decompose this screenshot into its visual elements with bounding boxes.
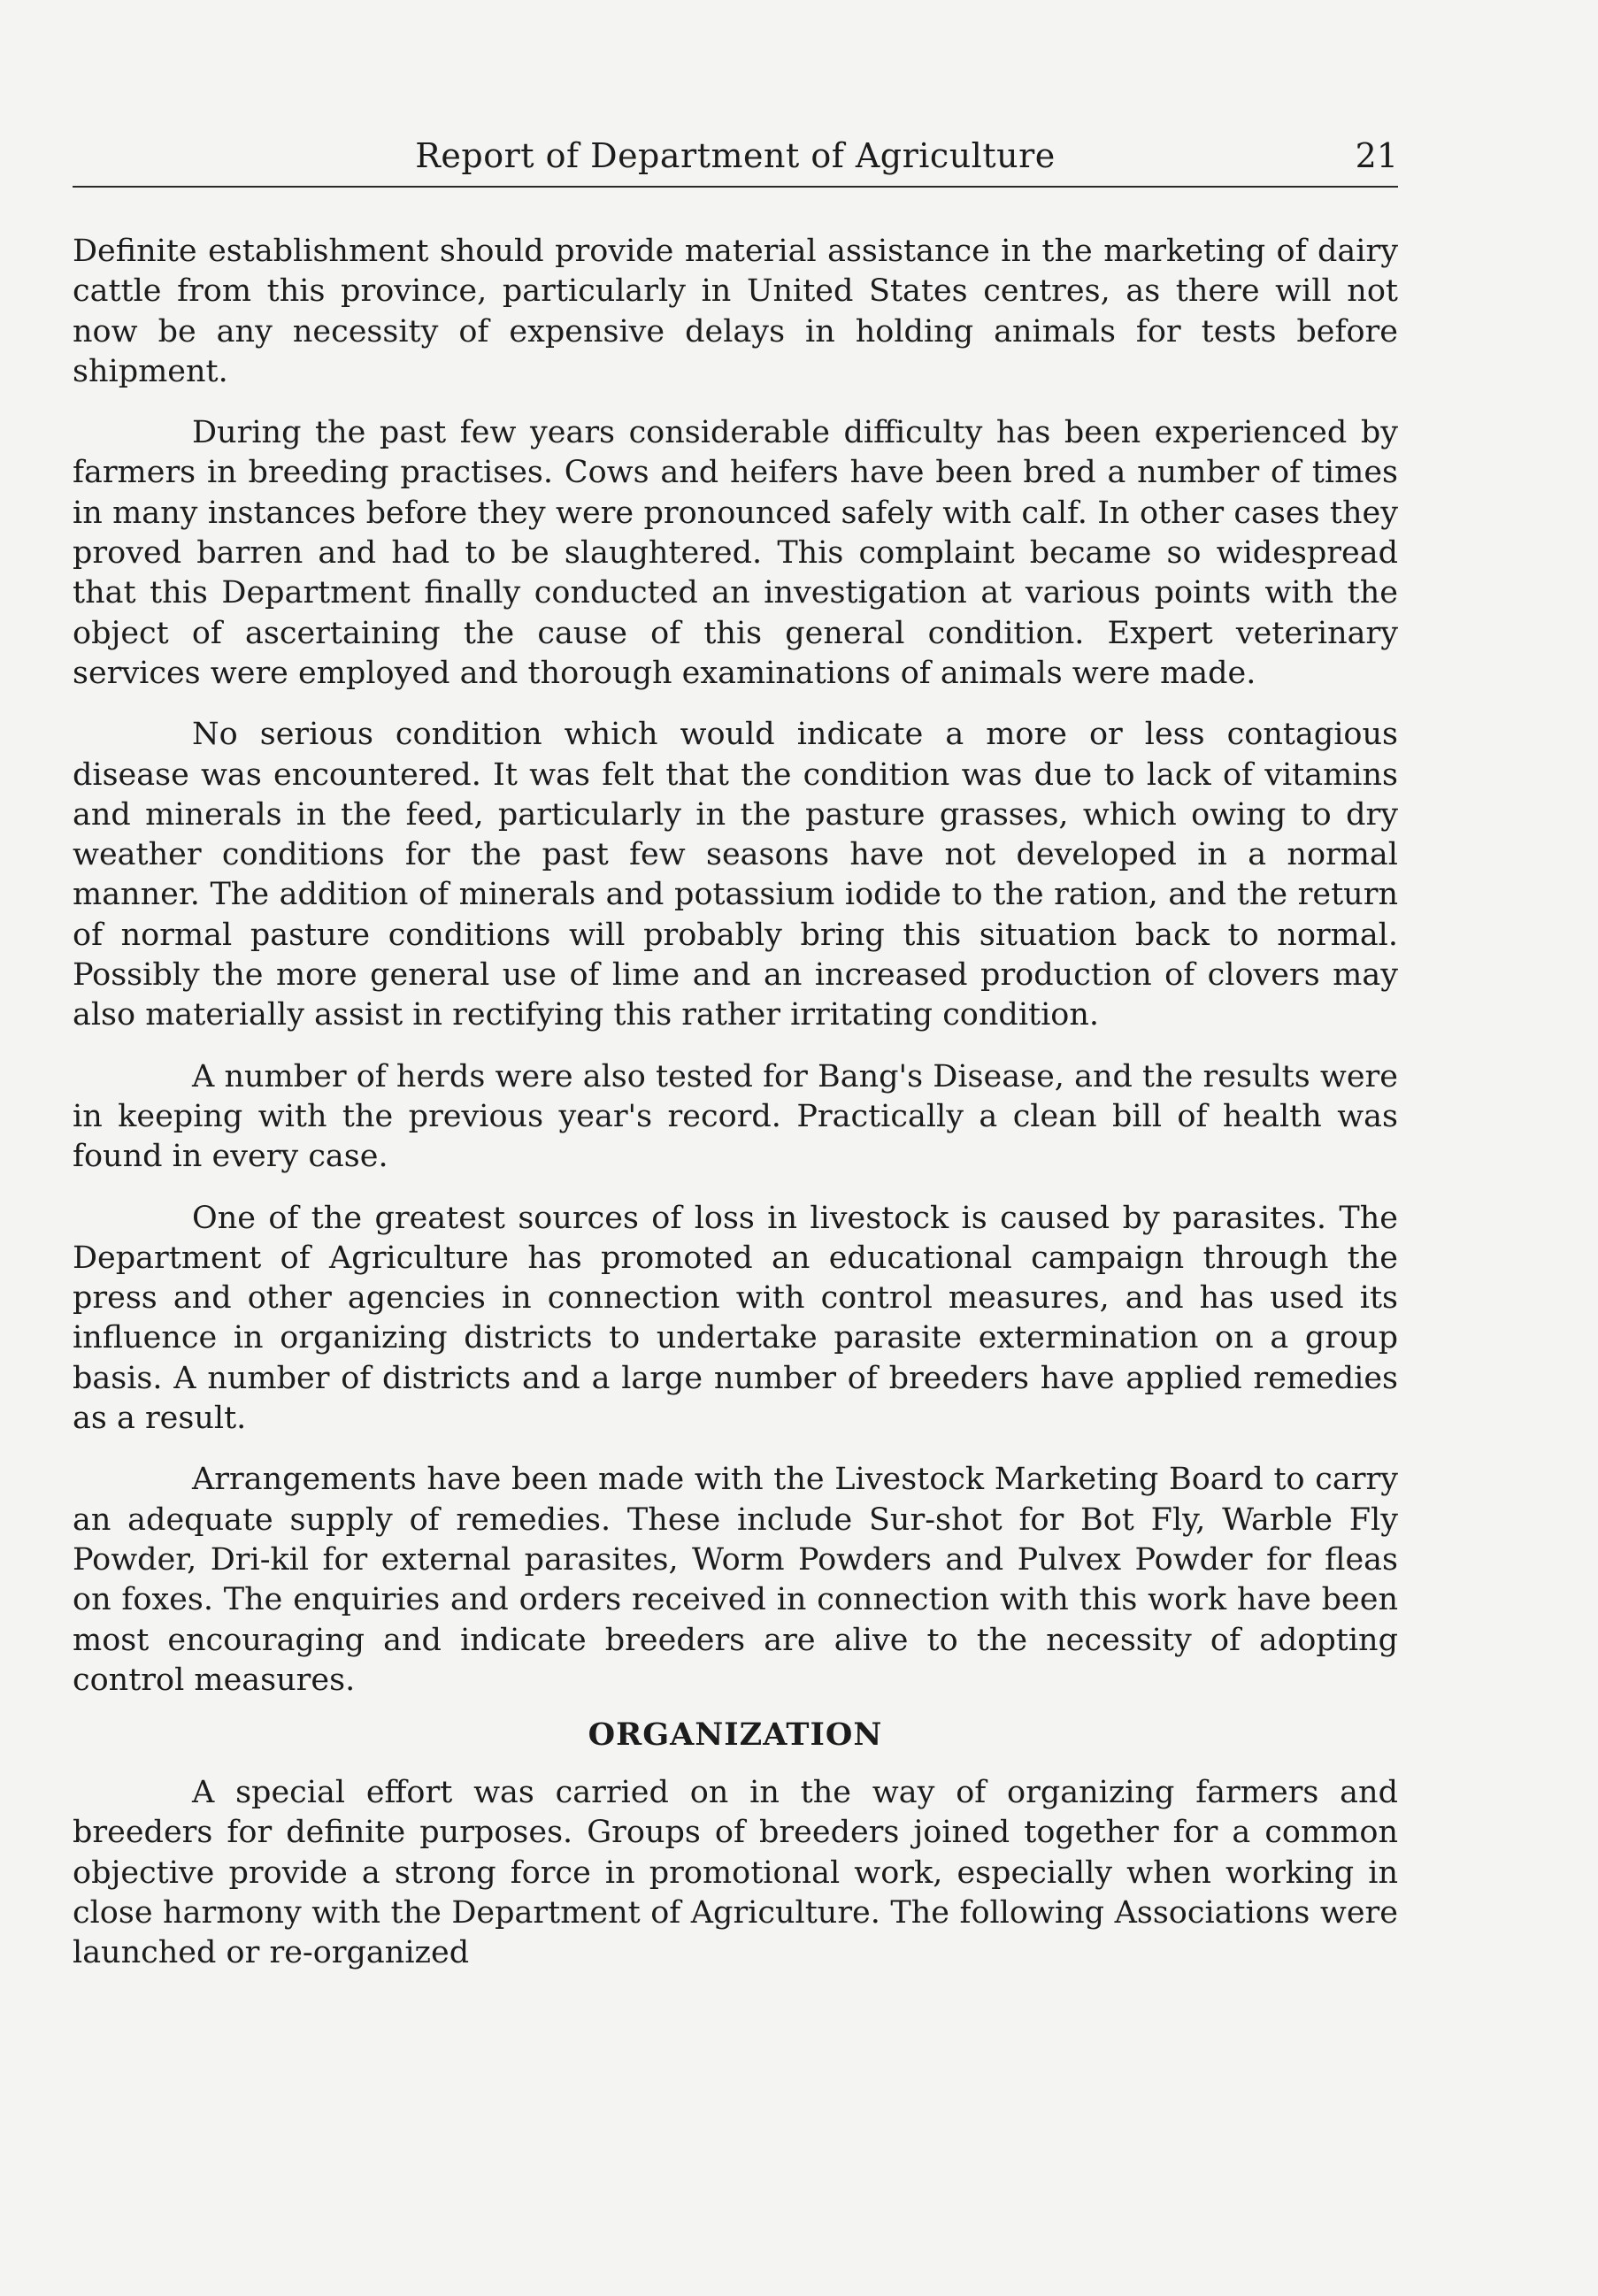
running-title: Report of Department of Agriculture (415, 136, 1056, 175)
header-rule (73, 186, 1398, 188)
paragraph-breeding-difficulty: During the past few years considerable difficulty has been experienced by farmers in breeding practises. Cows and heifers have been bred a number of times in many instances before they were pronounced safely with calf. In other cases they proved barren and had to be slaughtered. This complaint became so widespread that this Department finally conducted an investigation at various points with the object of ascertaining the cause of this general condition. Expert veterinary services were employed and thorough examinations of animals were made. (73, 415, 1398, 691)
paragraph-bangs-disease: A number of herds were also tested for Bang's Disease, and the results were in keeping with the previous year's record. Practically a clean bill of health was found in every case. (73, 1058, 1398, 1175)
paragraph-organization: A special effort was carried on in the way of organizing farmers and breeders for definite purposes. Groups of breeders joined together for a common objective provide a strong force in promotional work, especially when working in close harmony with the Department of Agriculture. The following Associations were launched or re-organized (73, 1775, 1398, 1971)
page-number: 21 (1355, 136, 1398, 175)
running-header (73, 131, 1398, 180)
paragraph-remedies: Arrangements have been made with the Livestock Marketing Board to carry an adequate supply of remedies. These include Sur-shot for Bot Fly, Warble Fly Powder, Dri-kil for external parasites, Worm Powders and Pulvex Powder for fleas on foxes. The enquiries and orders received in connection with this work have been most encouraging and indicate breeders are alive to the necessity of adopting control measures. (73, 1462, 1398, 1698)
paragraph-continuation: Definite establishment should provide material assistance in the marketing of dairy cattle from this province, particularly in United States centres, as there will not now be any necessity of expensive delays in holding animals for tests before shipment. (73, 234, 1398, 389)
paragraph-vitamins-minerals: No serious condition which would indicate a more or less contagious disease was encountered. It was felt that the condition was due to lack of vitamins and minerals in the feed, particularly in the pasture grasses, which owing to dry weather conditions for the past few seasons have not developed in a normal manner. The addition of minerals and potassium iodide to the ration, and the return of normal pasture conditions will probably bring this situation back to normal. Possibly the more general use of lime and an increased production of clovers may also materially assist in rectifying this rather irritating condition. (73, 717, 1398, 1033)
paragraph-parasites: One of the greatest sources of loss in livestock is caused by parasites. The Department of Agriculture has promoted an educational campaign through the press and other agencies in connection with control measures, and has used its influence in organizing districts to undertake parasite extermination on a group basis. A number of districts and a large number of breeders have applied remedies as a result. (73, 1200, 1398, 1437)
body-text (73, 232, 1398, 1974)
section-heading: ORGANIZATION (588, 1716, 883, 1754)
